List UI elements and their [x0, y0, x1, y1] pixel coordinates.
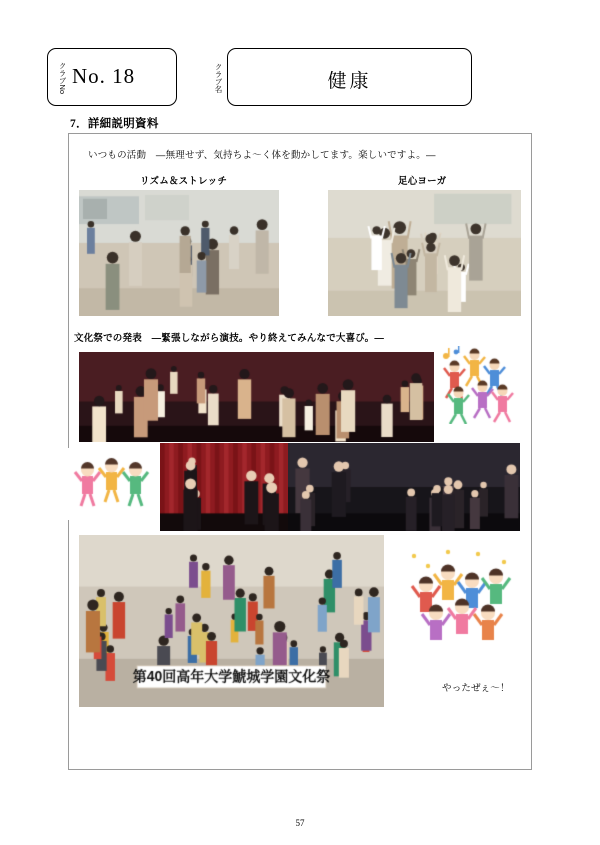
stage-performance-photo-2	[160, 443, 288, 531]
group-photo	[79, 535, 384, 707]
stage-performance-photo-1	[79, 352, 434, 442]
dancing-people-illustration	[440, 346, 524, 424]
club-name-value: 健康	[327, 71, 372, 92]
photo2-caption: 足心ヨーガ	[398, 176, 447, 187]
rhythm-stretch-photo	[79, 190, 279, 316]
club-no-label: クラブNo	[58, 61, 67, 95]
cheering-crowd-illustration	[408, 548, 523, 670]
page-number: 57	[295, 818, 305, 828]
cheer-caption: やったぜぇ～！	[442, 683, 510, 694]
festival-caption: 文化祭での発表 ―緊張しながら演技。やり終えてみんなで大喜び。―	[74, 333, 385, 344]
children-illustration	[68, 448, 160, 520]
club-no-value: No. 18	[72, 64, 136, 88]
foot-yoga-photo	[328, 190, 521, 316]
section-title: 7．詳細説明資料	[70, 118, 159, 130]
activity-caption: いつもの活動 ―無理せず、気持ちよ～く体を動かしてます。楽しいですよ。―	[88, 150, 436, 161]
club-name-label: クラブ名	[214, 63, 223, 93]
photo1-caption: リズム＆ストレッチ	[140, 176, 228, 187]
stage-performance-photo-3	[288, 443, 520, 531]
